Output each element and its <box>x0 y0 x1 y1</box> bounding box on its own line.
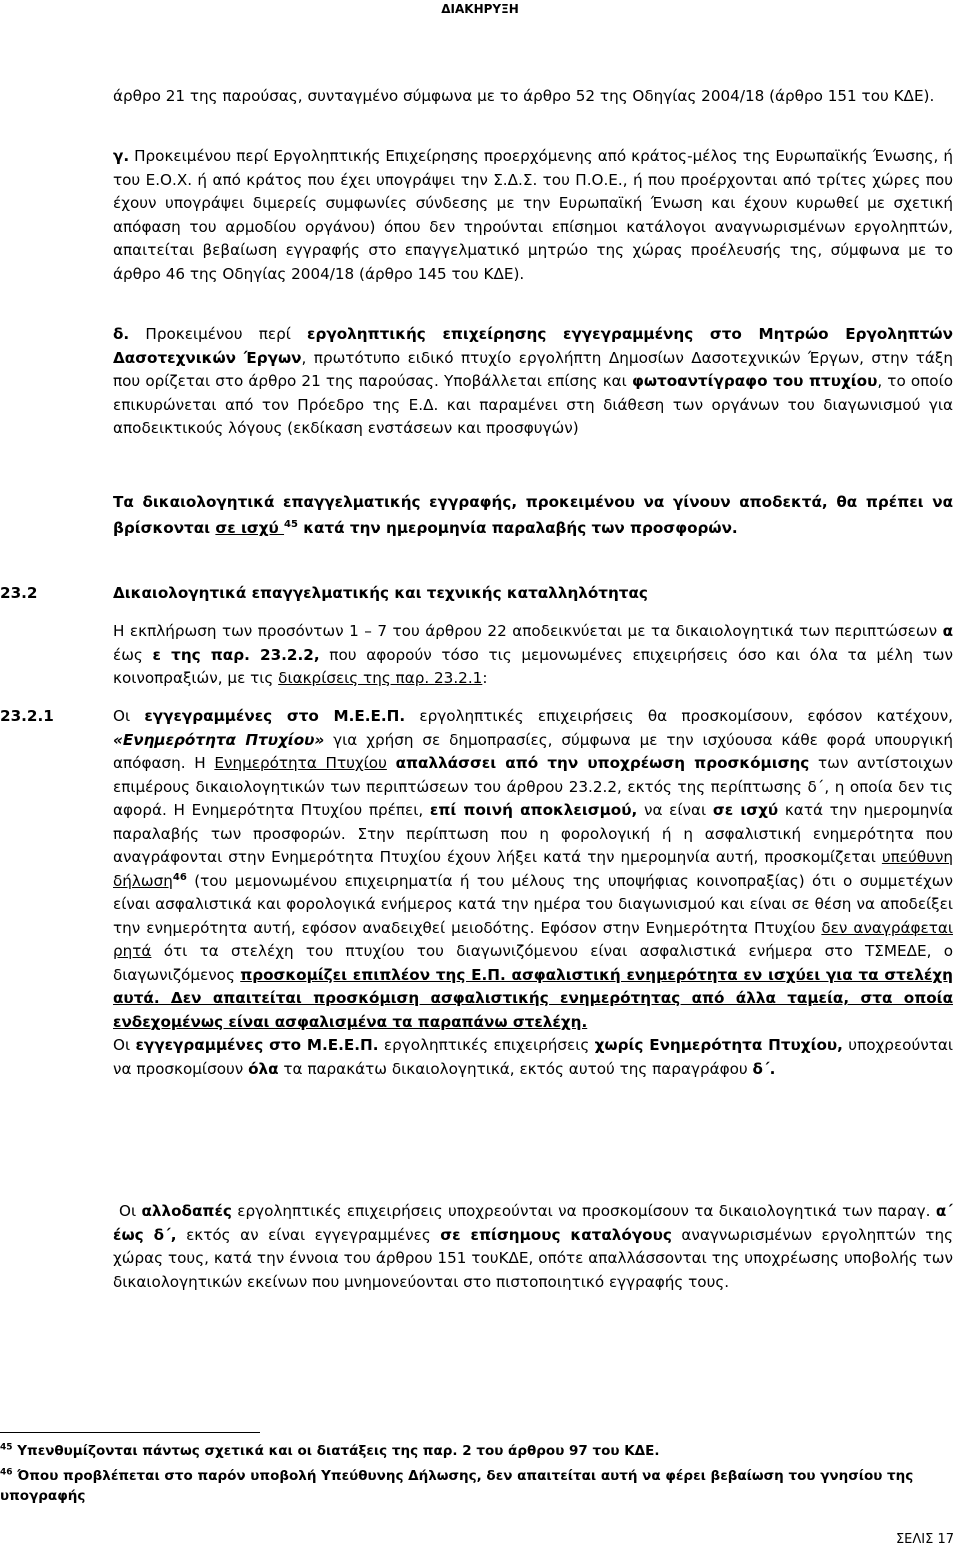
subsection-number: 23.2.1 <box>0 707 54 725</box>
p2-7: τα παρακάτω δικαιολογητικά, εκτός αυτού της παραγράφου <box>278 1059 753 1078</box>
page-header-title: ΔΙΑΚΗΡΥΞΗ <box>441 2 519 16</box>
s12: σε ισχύ <box>712 801 779 819</box>
p2-4: χωρίς Ενημερότητα Πτυχίου, <box>594 1036 843 1054</box>
para-c-text <box>113 145 953 286</box>
validity-notice <box>113 489 953 541</box>
f4: α΄ έως δ΄, <box>113 1202 953 1244</box>
section-intro <box>113 620 953 691</box>
s18: προσκομίζει επιπλέον της Ε.Π. ασφαλιστική ενημερότητα εν ισχύει για τα στελέχη αυτά. Δεν απαιτείται προσκόμιση ασφαλιστικής ενημερότητας από άλλα ταμεία, στα οποία ενδεχομένως είναι ασφαλισμένα τα παραπάνω στελέχη. <box>113 965 953 1031</box>
validity-notice-text <box>113 489 953 541</box>
subsection-para-2 <box>113 1034 953 1081</box>
p2-1: Οι <box>113 1036 136 1054</box>
s4: «Ενημερότητα Πτυχίου» <box>113 730 325 749</box>
s17: ότι τα στελέχη του πτυχίου του διαγωνιζόμενου είναι ασφαλιστικά ενήμερα στο ΤΣΜΕΔΕ, ο διαγωνιζόμενος <box>113 942 953 984</box>
p2-5: υποχρεούνται να προσκομίσουν <box>113 1036 954 1078</box>
subsection-body <box>113 705 953 1081</box>
f6: σε επίσημους καταλόγους <box>440 1225 672 1244</box>
para-d-t2: , πρωτότυπο ειδικό πτυχίο εργολήπτη Δημοσίων Δασοτεχνικών Έργων, στην τάξη που ορίζεται στο άρθρο 21 της παρούσας. Υποβάλλεται επίσης και <box>113 348 953 390</box>
intro-distinctions-ref: διακρίσεις της παρ. 23.2.1 <box>278 669 483 687</box>
footnote-ref-45: 45 <box>284 518 298 530</box>
s15: (του μεμονωμένου επιχειρηματία ή του μέλους της υποψήφιας κοινοπραξίας) ότι ο συμμετέχων είναι ασφαλιστικά και φορολογικά ενήμερος κατά την ημέρα του διαγωνισμού και είναι σε θέση να αποδείξει την ενημερότητα αυτή, εφόσον αναδειχθεί μειοδότης. Εφόσον στην Ενημερότητα Πτυχίου <box>113 871 953 937</box>
section-title: Δικαιολογητικά επαγγελματικής και τεχνικής καταλληλότητας <box>113 584 648 602</box>
s3: εργοληπτικές επιχειρήσεις θα προσκομίσουν, εφόσον κατέχουν, <box>405 707 954 725</box>
para-d-label: δ. <box>113 325 130 343</box>
notice-t2: κατά την ημερομηνία παραλαβής των προσφορών. <box>297 519 738 537</box>
footnote-separator <box>0 1432 260 1433</box>
f7: αναγνωρισμένων εργοληπτών της χώρας τους, κατά την έννοια του άρθρου 151 τουΚΔΕ, οπότε απαλλάσσονται της υποχρέωσης υποβολής των δικαιολογητικών εκείνων που μνημονεύονται στο πιστοποιητικό εγγραφής τους. <box>113 1225 953 1291</box>
para-d-t1: Προκειμένου περί <box>145 325 308 343</box>
s8: απαλλάσσει από την υποχρέωση προσκόμισης <box>395 754 810 772</box>
intro-t1: Η εκπλήρωση των προσόντων 1 – 7 του άρθρου 22 αποδεικνύεται με τα δικαιολογητικά των περιπτώσεων <box>113 622 943 640</box>
foreign-text <box>113 1200 953 1294</box>
footnote-45-text: Υπενθυμίζονται πάντως σχετικά και οι διατάξεις της παρ. 2 του άρθρου 97 του ΚΔΕ. <box>17 1443 660 1459</box>
subsection-para-1 <box>113 705 953 1034</box>
s11: να είναι <box>637 801 713 819</box>
p2-6: όλα <box>248 1059 279 1078</box>
intro-t3: που αφορούν τόσο τις μεμονωμένες επιχειρήσεις όσο και όλα τα μέλη των κοινοπραξιών, με τις <box>113 645 954 687</box>
footnote-46 <box>0 1466 950 1506</box>
s2: εγγεγραμμένες στο Μ.Ε.Ε.Π. <box>144 707 406 725</box>
intro-b1: α <box>942 622 953 640</box>
para-d <box>113 323 953 441</box>
page-number: ΣΕΛΙΣ 17 <box>895 1532 954 1547</box>
f3: εργοληπτικές επιχειρήσεις υποχρεούνται να προσκομίσουν τα δικαιολογητικά των παραγ. <box>231 1202 936 1220</box>
notice-t1: Τα δικαιολογητικά επαγγελματικής εγγραφής, προκειμένου να γίνουν αποδεκτά, θα πρέπει να βρίσκονται <box>113 493 953 537</box>
foreign-enterprises-para <box>113 1200 953 1294</box>
p2-8: δ΄. <box>752 1059 776 1078</box>
para-d-registry: εργοληπτικής επιχείρησης εγγεγραμμένης στο Μητρώο Εργοληπτών Δασοτεχνικών Έργων <box>113 325 953 367</box>
s9: των αντίστοιχων επιμέρους δικαιολογητικών των περιπτώσεων του άρθρου 23.2.2, εκτός της περίπτωσης δ΄, η οποία δεν τις αφορά. Η Ενημερότητα Πτυχίου πρέπει, <box>113 754 953 819</box>
para-d-photocopy: φωτοαντίγραφο του πτυχίου <box>631 372 878 390</box>
s10: επί ποινή αποκλεισμού, <box>429 801 638 819</box>
intro-t2: έως <box>113 645 153 664</box>
para-d-text <box>113 323 953 441</box>
p2-2: εγγεγραμμένες στο Μ.Ε.Ε.Π. <box>135 1036 379 1054</box>
f1: Οι <box>119 1202 142 1220</box>
intro-b2: ε της παρ. 23.2.2, <box>152 645 320 664</box>
section-number: 23.2 <box>0 584 38 602</box>
para-c-label: γ. <box>113 147 130 165</box>
p2-3: εργοληπτικές επιχειρήσεις <box>378 1036 595 1054</box>
para-d-t3: , το οποίο επικυρώνεται από τον Πρόεδρο της Ε.Δ. και παραμένει στη διάθεση των οργάνων του διαγωνισμού για αποδεικτικούς λόγους (εκδίκαση ενστάσεων και προσφυγών) <box>113 372 953 437</box>
footnote-46-num: 46 <box>0 1467 13 1478</box>
footnote-46-text: Όπου προβλέπεται στο παρόν υποβολή Υπεύθυνης Δήλωσης, δεν απαιτείται αυτή να φέρει βεβαίωση του γνησίου της υπογραφής <box>0 1468 914 1504</box>
f2: αλλοδαπές <box>141 1202 232 1220</box>
s1: Οι <box>113 707 145 725</box>
footnote-45 <box>0 1441 950 1461</box>
section-intro-text <box>113 620 953 691</box>
para-b-tail <box>113 85 953 109</box>
s6: Ενημερότητα Πτυχίου <box>214 754 387 772</box>
s14: υπεύθυνη δήλωση <box>113 848 953 890</box>
s5: για χρήση σε δημοπρασίες, σύμφωνα με την ισχύουσα κάθε φορά υπουργική απόφαση. Η <box>113 730 953 772</box>
f5: εκτός αν είναι εγγεγραμμένες <box>176 1225 441 1244</box>
s7 <box>387 754 396 772</box>
s16: δεν αναγράφεται ρητά <box>113 918 953 960</box>
notice-in-force: σε ισχύ <box>215 519 285 537</box>
footnote-ref-46: 46 <box>172 871 187 883</box>
para-c <box>113 145 953 286</box>
para-b-tail-text: άρθρο 21 της παρούσας, συνταγμένο σύμφωνα με το άρθρο 52 της Οδηγίας 2004/18 (άρθρο 151 του ΚΔΕ). <box>113 87 935 105</box>
s13: κατά την ημερομηνία παραλαβής των προσφορών. Στην περίπτωση που η φορολογική ή η ασφαλιστική ενημερότητα που αναγράφονται στην Ενημερότητα Πτυχίου έχουν λήξει κατά την ημερομηνία αυτή, προσκομίζεται <box>113 801 953 866</box>
intro-t4: : <box>482 669 488 687</box>
para-c-body: Προκειμένου περί Εργοληπτικής Επιχείρησης προερχόμενης από κράτος-μέλος της Ευρωπαϊκής Ένωσης, ή του Ε.Ο.Χ. ή από κράτος που έχει υπογράψει την Σ.Δ.Σ. του Π.Ο.Ε., ή που προέρχονται από τρίτες χώρες που έχουν υπογράψει διμερείς συμφωνίες σύνδεσης με την Ευρωπαϊκή Ένωση και έχουν κυρωθεί με σχετική απόφαση του αρμοδίου οργάνου) όπου δεν τηρούνται επίσημοι κατάλογοι αναγνωρισμένων εργοληπτών, απαιτείται βεβαίωση εγγραφής στο επαγγελματικό μητρώο της χώρας προέλευσής της, σύμφωνα με το άρθρο 46 της Οδηγίας 2004/18 (άρθρο 145 του ΚΔΕ). <box>113 147 953 283</box>
footnote-45-num: 45 <box>0 1442 13 1453</box>
